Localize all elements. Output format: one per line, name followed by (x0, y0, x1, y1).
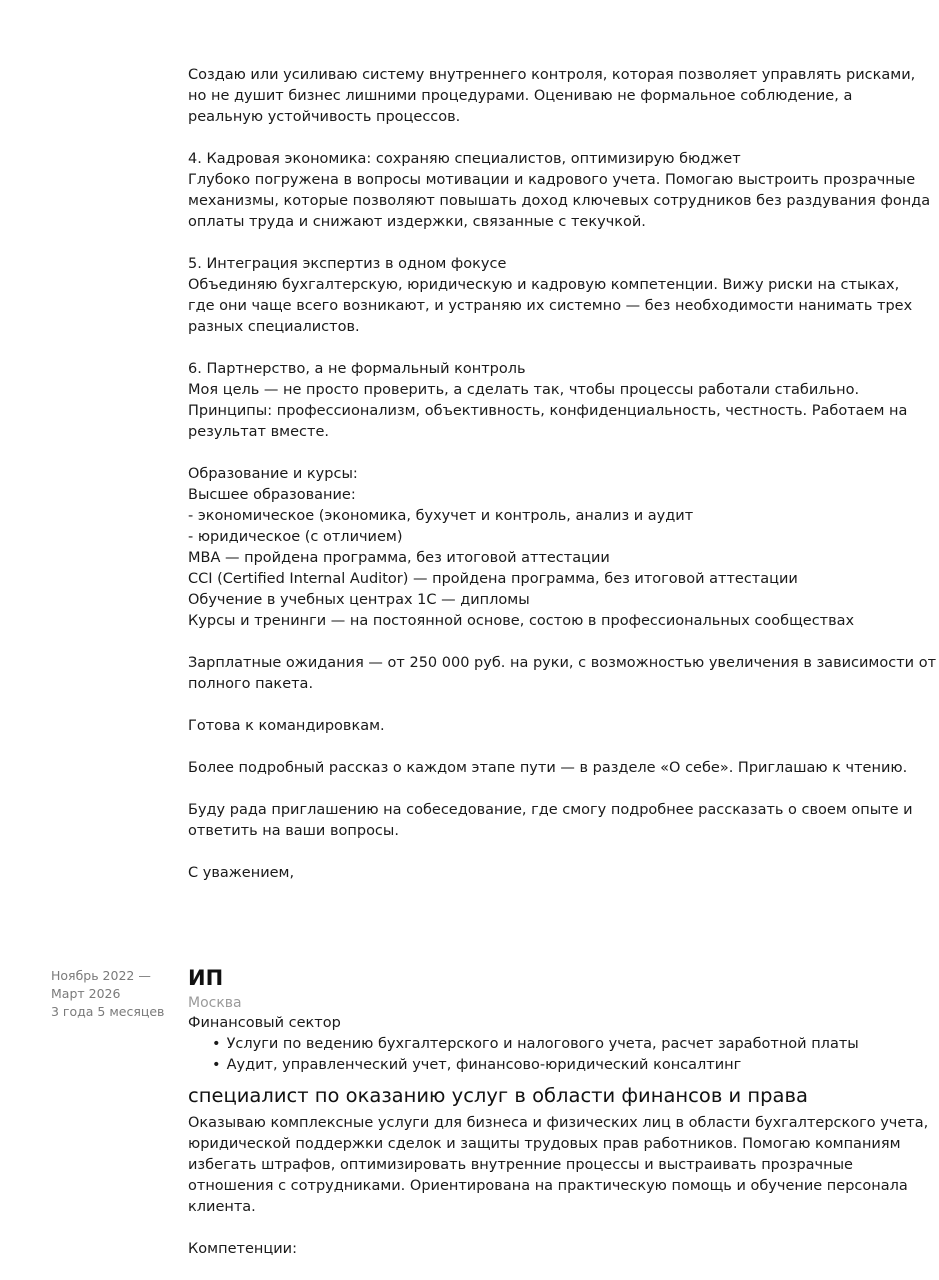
letter-line: 4. Кадровая экономика: сохраняю специалистов, оптимизирую бюджет (188, 151, 741, 167)
letter-line: Зарплатные ожидания — от 250 000 руб. на руки, с возможностью увеличения в зависимости от (188, 655, 937, 671)
industry-item: • Услуги по ведению бухгалтерского и налогового учета, расчет заработной платы (212, 1034, 908, 1055)
experience-period (51, 967, 164, 1021)
paragraph-gap (188, 338, 908, 359)
letter-line: Обучение в учебных центрах 1С — дипломы (188, 592, 530, 608)
letter-line: - экономическое (экономика, бухучет и контроль, анализ и аудит (188, 508, 694, 524)
paragraph-gap (188, 842, 908, 863)
paragraph-gap (188, 233, 908, 254)
description-line: клиента. (188, 1199, 256, 1215)
industry-list (188, 1034, 908, 1076)
paragraph-gap (188, 632, 908, 653)
letter-line: результат вместе. (188, 424, 329, 440)
letter-line: механизмы, которые позволяют повышать доход ключевых сотрудников без раздувания фонда (188, 193, 931, 209)
industry-item: • Аудит, управленческий учет, финансово-юридический консалтинг (212, 1055, 908, 1076)
letter-line: ответить на ваши вопросы. (188, 823, 399, 839)
paragraph-gap (188, 1218, 908, 1239)
letter-line: Готова к командировкам. (188, 718, 385, 734)
letter-line: Объединяю бухгалтерскую, юридическую и кадровую компетенции. Вижу риски на стыках, (188, 277, 900, 293)
letter-line: 5. Интеграция экспертиз в одном фокусе (188, 256, 507, 272)
experience-details (188, 963, 929, 1260)
period-start: Ноябрь 2022 — (51, 968, 151, 983)
letter-line: MBA — пройдена программа, без итоговой аттестации (188, 550, 610, 566)
paragraph-gap (188, 695, 908, 716)
description-line: Компетенции: (188, 1241, 297, 1257)
letter-line: Принципы: профессионализм, объективность, конфиденциальность, честность. Работаем на (188, 403, 908, 419)
letter-line: но не душит бизнес лишними процедурами. Оцениваю не формальное соблюдение, а (188, 88, 853, 104)
period-end: Март 2026 (51, 986, 121, 1001)
letter-line: Образование и курсы: (188, 466, 358, 482)
letter-line: полного пакета. (188, 676, 314, 692)
letter-line: CCI (Certified Internal Auditor) — пройдена программа, без итоговой аттестации (188, 571, 798, 587)
letter-line: - юридическое (с отличием) (188, 529, 403, 545)
position-description (188, 1113, 929, 1260)
paragraph-gap (188, 443, 908, 464)
letter-line: оплаты труда и снижают издержки, связанные с текучкой. (188, 214, 646, 230)
company-city: Москва (188, 995, 242, 1011)
letter-line: где они чаще всего возникают, и устраняю их системно — без необходимости нанимать трех (188, 298, 913, 314)
period-duration: 3 года 5 месяцев (51, 1004, 165, 1019)
letter-line: 6. Партнерство, а не формальный контроль (188, 361, 526, 377)
letter-line: Более подробный рассказ о каждом этапе пути — в разделе «О себе». Приглашаю к чтению. (188, 760, 908, 776)
paragraph-gap (188, 737, 908, 758)
company-name: ИП (188, 966, 224, 990)
cover-letter (188, 65, 937, 884)
company-industry: Финансовый сектор (188, 1015, 341, 1031)
paragraph-gap (188, 779, 908, 800)
letter-line: Моя цель — не просто проверить, а сделать так, чтобы процессы работали стабильно. (188, 382, 860, 398)
description-line: Оказываю комплексные услуги для бизнеса и физических лиц в области бухгалтерского учета, (188, 1115, 929, 1131)
letter-line: Глубоко погружена в вопросы мотивации и кадрового учета. Помогаю выстроить прозрачные (188, 172, 916, 188)
letter-line: Высшее образование: (188, 487, 356, 503)
description-line: юридической поддержки сделок и защиты трудовых прав работников. Помогаю компаниям (188, 1136, 901, 1152)
letter-line: разных специалистов. (188, 319, 360, 335)
letter-line: Курсы и тренинги — на постоянной основе, состою в профессиональных сообществах (188, 613, 855, 629)
letter-line: Создаю или усиливаю систему внутреннего контроля, которая позволяет управлять рисками, (188, 67, 916, 83)
description-line: избегать штрафов, оптимизировать внутренние процессы и выстраивать прозрачные (188, 1157, 853, 1173)
position-title: специалист по оказанию услуг в области финансов и права (188, 1084, 808, 1107)
description-line: отношения с сотрудниками. Ориентирована на практическую помощь и обучение персонала (188, 1178, 908, 1194)
letter-line: Буду рада приглашению на собеседование, где смогу подробнее рассказать о своем опыте и (188, 802, 913, 818)
letter-line: реальную устойчивость процессов. (188, 109, 461, 125)
letter-line: С уважением, (188, 865, 295, 881)
paragraph-gap (188, 128, 908, 149)
